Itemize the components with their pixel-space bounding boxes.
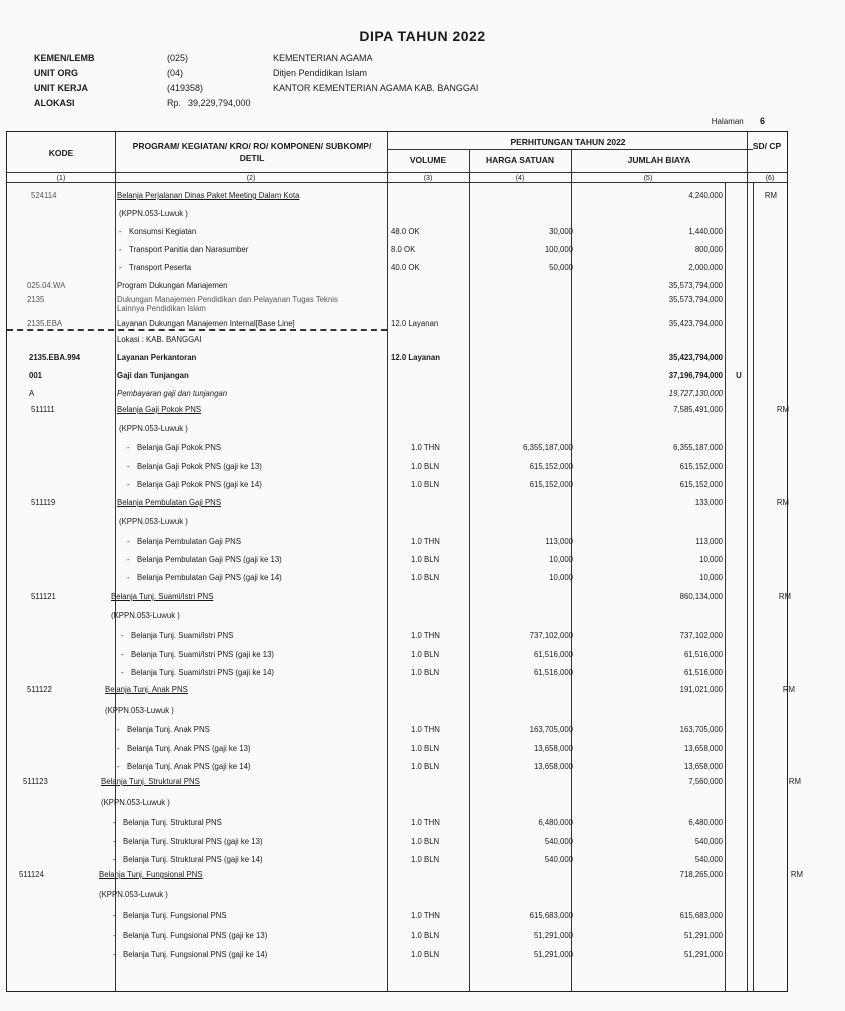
table-row xyxy=(7,537,787,557)
row-desc: (KPPN.053-Luwuk ) xyxy=(119,517,188,526)
row-jumlah: 35,423,794,000 xyxy=(668,319,723,328)
row-jumlah: 163,705,000 xyxy=(679,725,723,734)
meta-code: (04) xyxy=(167,67,184,78)
row-jumlah: 61,516,000 xyxy=(683,668,723,677)
row-harga: 51,291,000 xyxy=(533,950,573,959)
col-number: (3) xyxy=(423,175,433,182)
row-volume: 48.0 OK xyxy=(391,227,420,236)
row-volume: 1.0 THN xyxy=(411,443,440,452)
meta-code: Rp. xyxy=(167,97,182,108)
row-harga: 6,355,187,000 xyxy=(523,443,573,452)
meta-key: KEMEN/LEMB xyxy=(34,52,95,63)
row-jumlah: 191,021,000 xyxy=(679,685,723,694)
row-harga: 615,152,000 xyxy=(529,480,573,489)
row-volume: 1.0 BLN xyxy=(411,555,440,564)
header-divider xyxy=(7,172,787,173)
row-harga: 30,000 xyxy=(549,227,573,236)
row-desc: Program Dukungan Manajemen xyxy=(117,281,228,290)
header-kode: KODE xyxy=(48,148,74,158)
row-jumlah: 13,658,000 xyxy=(683,744,723,753)
row-desc: Belanja Perjalanan Dinas Paket Meeting Dalam Kota xyxy=(117,191,300,200)
row-jumlah: 6,480,000 xyxy=(688,818,723,827)
col-number: (4) xyxy=(515,175,525,182)
row-harga: 61,516,000 xyxy=(533,650,573,659)
meta-value: KEMENTERIAN AGAMA xyxy=(273,52,373,63)
table-row xyxy=(7,424,787,444)
table-row xyxy=(7,191,787,211)
table-row xyxy=(7,480,787,500)
table-row xyxy=(7,744,787,764)
page-number-label: Halaman xyxy=(711,117,744,126)
table-row xyxy=(7,685,796,705)
row-desc: (KPPN.053-Luwuk ) xyxy=(105,706,174,715)
row-desc: Layanan Perkantoran xyxy=(117,353,197,362)
row-sd: RM xyxy=(788,777,802,786)
table-row xyxy=(7,263,787,283)
row-desc: Belanja Tunj. Fungsional PNS xyxy=(99,870,203,879)
table-row xyxy=(7,818,787,838)
row-code: 511111 xyxy=(31,405,55,414)
row-jumlah: 133,000 xyxy=(694,498,723,507)
meta-value: 39,229,794,000 xyxy=(188,97,251,108)
row-desc: - Belanja Gaji Pokok PNS xyxy=(137,443,407,452)
col-number: (5) xyxy=(643,175,653,182)
row-volume: 1.0 BLN xyxy=(411,855,440,864)
table-row xyxy=(7,371,787,391)
row-sd: RM xyxy=(776,405,790,414)
table-row xyxy=(7,837,787,857)
row-jumlah: 800,000 xyxy=(694,245,723,254)
row-desc: - Transport Panitia dan Narasumber xyxy=(129,245,399,254)
row-volume: 1.0 BLN xyxy=(411,931,440,940)
row-volume: 1.0 BLN xyxy=(411,650,440,659)
row-desc: - Belanja Pembulatan Gaji PNS (gaji ke 14) xyxy=(137,573,407,582)
row-ugl: U xyxy=(736,371,742,380)
meta-row-alokasi xyxy=(34,95,478,110)
row-desc: Belanja Tunj. Anak PNS xyxy=(105,685,188,694)
row-harga: 615,683,000 xyxy=(529,911,573,920)
row-volume: 1.0 THN xyxy=(411,631,440,640)
row-harga: 51,291,000 xyxy=(533,931,573,940)
row-desc: Belanja Pembulatan Gaji PNS xyxy=(117,498,222,507)
row-volume: 1.0 BLN xyxy=(411,744,440,753)
dashed-divider xyxy=(7,329,387,331)
row-jumlah: 35,573,794,000 xyxy=(668,281,723,290)
row-desc: - Belanja Tunj. Struktural PNS (gaji ke 14) xyxy=(123,855,393,864)
meta-row-unit-kerja xyxy=(34,80,478,95)
meta-key: UNIT KERJA xyxy=(34,82,89,93)
row-volume: 1.0 BLN xyxy=(411,837,440,846)
row-code: 511123 xyxy=(23,777,48,786)
row-jumlah: 615,683,000 xyxy=(679,911,723,920)
row-desc: Gaji dan Tunjangan xyxy=(117,371,189,380)
row-volume: 1.0 THN xyxy=(411,537,440,546)
row-jumlah: 13,658,000 xyxy=(683,762,723,771)
col-number: (1) xyxy=(56,175,66,182)
row-volume: 12.0 Layanan xyxy=(391,319,439,328)
row-sd: RM xyxy=(778,592,792,601)
row-desc: - Belanja Gaji Pokok PNS (gaji ke 13) xyxy=(137,462,407,471)
row-harga: 100,000 xyxy=(544,245,573,254)
row-code: 511119 xyxy=(31,498,56,507)
meta-value: KANTOR KEMENTERIAN AGAMA KAB. BANGGAI xyxy=(273,82,479,93)
row-jumlah: 2,000,000 xyxy=(688,263,723,272)
table-row xyxy=(7,911,787,931)
row-desc: - Belanja Tunj. Anak PNS xyxy=(127,725,397,734)
table-row xyxy=(7,798,787,818)
row-desc: - Belanja Tunj. Struktural PNS (gaji ke 13) xyxy=(123,837,393,846)
header-meta xyxy=(34,50,478,110)
row-jumlah: 615,152,000 xyxy=(679,462,723,471)
row-desc: - Belanja Tunj. Suami/Istri PNS (gaji ke 13) xyxy=(131,650,401,659)
row-jumlah: 113,000 xyxy=(695,537,723,546)
row-desc: - Belanja Tunj. Struktural PNS xyxy=(123,818,393,827)
table-row xyxy=(7,870,804,890)
row-desc: Layanan Dukungan Manajemen Internal[Base Line] xyxy=(117,319,295,328)
row-sd: RM xyxy=(776,498,790,507)
row-volume: 8.0 OK xyxy=(391,245,416,254)
table-row xyxy=(7,443,787,463)
row-sd: RM xyxy=(764,191,778,200)
row-code: 511124 xyxy=(19,870,44,879)
row-jumlah: 737,102,000 xyxy=(679,631,723,640)
row-harga: 13,658,000 xyxy=(533,744,573,753)
row-code: 025.04.WA xyxy=(27,281,66,290)
row-harga: 13,658,000 xyxy=(533,762,573,771)
row-code: 2135 xyxy=(27,295,45,304)
meta-code: (025) xyxy=(167,52,189,63)
row-code: A xyxy=(29,389,35,398)
row-jumlah: 51,291,000 xyxy=(683,931,723,940)
row-desc: - Belanja Tunj. Fungsional PNS (gaji ke 14) xyxy=(123,950,393,959)
header-perhitungan: PERHITUNGAN TAHUN 2022 xyxy=(510,137,626,147)
row-desc: (KPPN.053-Luwuk ) xyxy=(119,424,188,433)
row-code: 2135.EBA xyxy=(27,319,63,328)
table-row xyxy=(7,405,790,425)
row-desc: Belanja Tunj. Suami/Istri PNS xyxy=(111,592,214,601)
header-divider xyxy=(7,182,787,183)
table-row xyxy=(7,227,787,247)
row-desc: Belanja Gaji Pokok PNS xyxy=(117,405,202,414)
row-desc: - Belanja Pembulatan Gaji PNS xyxy=(137,537,407,546)
header-program: PROGRAM/ KEGIATAN/ KRO/ RO/ KOMPONEN/ SUBKOMP/ DETIL xyxy=(132,141,372,163)
row-jumlah: 860,134,000 xyxy=(679,592,723,601)
table-row xyxy=(7,631,787,651)
row-jumlah: 7,560,000 xyxy=(688,777,723,786)
row-harga: 6,480,000 xyxy=(538,818,573,827)
row-jumlah: 7,585,491,000 xyxy=(673,405,723,414)
table-row xyxy=(7,592,792,612)
header-harga: HARGA SATUAN xyxy=(486,155,554,165)
meta-value: Ditjen Pendidikan Islam xyxy=(273,67,368,78)
row-jumlah: 540,000 xyxy=(694,855,723,864)
row-harga: 113,000 xyxy=(545,537,573,546)
row-code: 2135.EBA.994 xyxy=(29,353,81,362)
row-harga: 10,000 xyxy=(549,573,573,582)
row-jumlah: 10,000 xyxy=(699,573,723,582)
header-divider xyxy=(387,149,753,150)
table-row xyxy=(7,890,787,910)
row-desc: - Belanja Tunj. Fungsional PNS xyxy=(123,911,393,920)
row-code: 511121 xyxy=(31,592,56,601)
table-row xyxy=(7,498,790,518)
row-jumlah: 615,152,000 xyxy=(679,480,723,489)
row-sd: RM xyxy=(782,685,796,694)
row-desc: - Transport Peserta xyxy=(129,263,399,272)
meta-code: (419358) xyxy=(167,82,204,93)
row-volume: 1.0 BLN xyxy=(411,480,440,489)
page-number-value: 6 xyxy=(759,116,765,126)
row-desc: - Belanja Tunj. Suami/Istri PNS (gaji ke 14) xyxy=(131,668,401,677)
row-desc: (KPPN.053-Luwuk ) xyxy=(119,209,188,218)
meta-row-unit-org xyxy=(34,65,478,80)
row-volume: 40.0 OK xyxy=(391,263,420,272)
table-row xyxy=(7,353,787,373)
row-code: 524114 xyxy=(31,191,57,200)
row-desc: - Belanja Pembulatan Gaji PNS (gaji ke 13) xyxy=(137,555,407,564)
row-desc: - Belanja Gaji Pokok PNS (gaji ke 14) xyxy=(137,480,407,489)
row-volume: 1.0 BLN xyxy=(411,573,440,582)
row-desc: (KPPN.053-Luwuk ) xyxy=(99,890,168,899)
budget-table xyxy=(6,131,804,992)
row-desc: (KPPN.053-Luwuk ) xyxy=(111,611,180,620)
header-volume: VOLUME xyxy=(409,155,447,165)
row-jumlah: 61,516,000 xyxy=(683,650,723,659)
row-desc: Belanja Tunj. Struktural PNS xyxy=(101,777,200,786)
row-jumlah: 51,291,000 xyxy=(683,950,723,959)
row-volume: 1.0 BLN xyxy=(411,668,440,677)
document-title: DIPA TAHUN 2022 xyxy=(359,28,486,44)
row-jumlah: 19,727,130,000 xyxy=(668,389,723,398)
row-harga: 540,000 xyxy=(544,855,573,864)
row-volume: 1.0 THN xyxy=(411,818,440,827)
table-row xyxy=(7,517,787,537)
table-row xyxy=(7,650,787,670)
row-code: 001 xyxy=(29,371,43,380)
row-desc: - Belanja Tunj. Anak PNS (gaji ke 13) xyxy=(127,744,397,753)
row-jumlah: 10,000 xyxy=(699,555,723,564)
table-row xyxy=(7,931,787,951)
header-sdcp: SD/ CP xyxy=(752,141,782,151)
table-row xyxy=(7,706,787,726)
row-jumlah: 1,440,000 xyxy=(688,227,723,236)
row-desc: Dukungan Manajemen Pendidikan dan Pelayanan Tugas Teknis Lainnya Pendidikan Islam xyxy=(117,295,338,313)
row-jumlah: 35,423,794,000 xyxy=(668,353,723,362)
row-harga: 50,000 xyxy=(549,263,573,272)
row-harga: 615,152,000 xyxy=(529,462,573,471)
header-jumlah: JUMLAH BIAYA xyxy=(627,155,691,165)
col-number: (2) xyxy=(246,175,256,182)
meta-key: UNIT ORG xyxy=(34,67,78,78)
row-volume: 1.0 BLN xyxy=(411,950,440,959)
row-harga: 163,705,000 xyxy=(529,725,573,734)
row-desc: - Belanja Tunj. Suami/Istri PNS xyxy=(131,631,401,640)
table-row xyxy=(7,209,787,229)
row-code: 511122 xyxy=(27,685,52,694)
row-volume: 1.0 BLN xyxy=(411,762,440,771)
row-harga: 737,102,000 xyxy=(529,631,573,640)
meta-row-kemen xyxy=(34,50,478,65)
row-harga: 540,000 xyxy=(544,837,573,846)
row-jumlah: 540,000 xyxy=(694,837,723,846)
row-volume: 1.0 THN xyxy=(411,911,440,920)
row-jumlah: 4,240,000 xyxy=(688,191,723,200)
row-volume: 1.0 BLN xyxy=(411,462,440,471)
row-desc: Lokasi : KAB. BANGGAI xyxy=(117,335,202,344)
row-desc: - Konsumsi Kegiatan xyxy=(129,227,399,236)
table-row xyxy=(7,573,787,593)
table-row xyxy=(7,555,787,575)
col-number: (6) xyxy=(765,175,775,182)
row-jumlah: 6,355,187,000 xyxy=(673,443,723,452)
table-row xyxy=(7,777,802,797)
row-volume: 12.0 Layanan xyxy=(391,353,440,362)
table-row xyxy=(7,725,787,745)
page-number xyxy=(712,116,765,126)
table-row xyxy=(7,462,787,482)
table-row xyxy=(7,950,787,970)
row-desc: - Belanja Tunj. Anak PNS (gaji ke 14) xyxy=(127,762,397,771)
table-row xyxy=(7,335,787,355)
row-harga: 10,000 xyxy=(549,555,573,564)
table-row xyxy=(7,611,787,631)
row-jumlah: 718,265,000 xyxy=(679,870,723,879)
row-desc: - Belanja Tunj. Fungsional PNS (gaji ke 13) xyxy=(123,931,393,940)
row-desc: (KPPN.053-Luwuk ) xyxy=(101,798,170,807)
row-jumlah: 37,196,794,000 xyxy=(668,371,723,380)
meta-key: ALOKASI xyxy=(34,97,75,108)
table-row xyxy=(7,245,787,265)
row-volume: 1.0 THN xyxy=(411,725,440,734)
row-sd: RM xyxy=(790,870,804,879)
table-row xyxy=(7,295,787,321)
row-jumlah: 35,573,794,000 xyxy=(668,295,723,304)
row-desc: Pembayaran gaji dan tunjangan xyxy=(117,389,228,398)
row-harga: 61,516,000 xyxy=(533,668,573,677)
